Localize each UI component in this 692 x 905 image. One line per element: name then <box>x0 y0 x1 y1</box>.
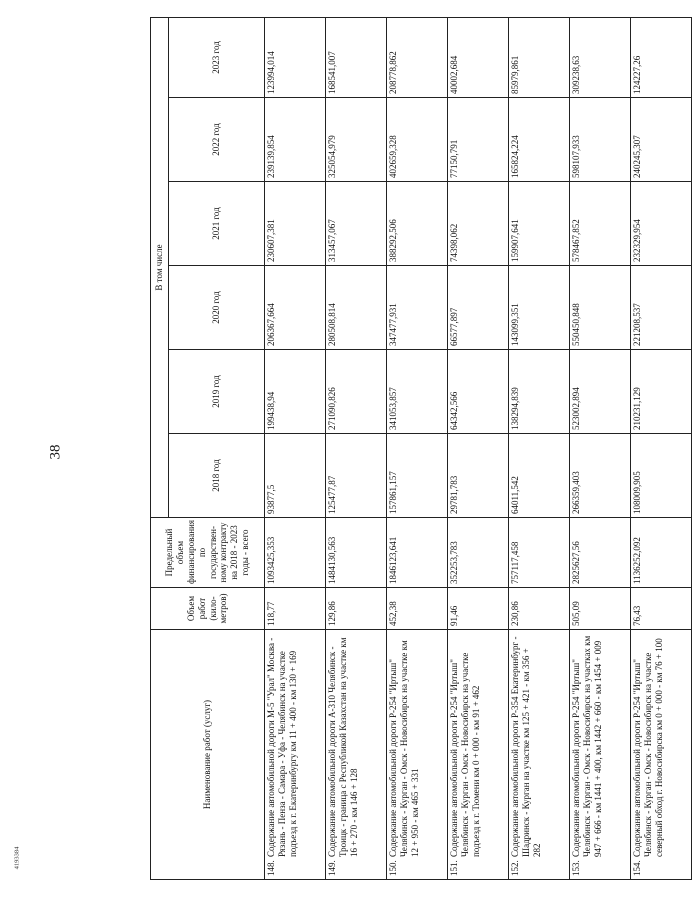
row-y2023: 208778,862 <box>387 17 448 97</box>
row-volume: 505,09 <box>570 588 631 630</box>
table-row <box>631 17 692 879</box>
row-total: 2825627,56 <box>570 518 631 588</box>
row-y2019: 138294,839 <box>509 350 570 434</box>
row-y2020: 66577,897 <box>448 266 509 350</box>
row-y2018: 157861,157 <box>387 434 448 518</box>
row-name: Содержание автомобильной дороги Р-354 Екатеринбург - Шадринск - Курган на участке км 125 + 421 - км 356 + 282 <box>510 636 542 857</box>
row-y2020: 143099,351 <box>509 266 570 350</box>
row-name-cell <box>509 630 570 880</box>
document-code: 4193384 <box>13 846 21 870</box>
row-y2019: 199438,94 <box>265 350 326 434</box>
row-y2020: 347477,931 <box>387 266 448 350</box>
row-y2023: 123994,014 <box>265 17 326 97</box>
row-y2022: 402659,328 <box>387 98 448 182</box>
row-volume: 129,86 <box>326 588 387 630</box>
row-name-cell <box>631 630 692 880</box>
header-year-2021: 2021 год <box>169 182 265 266</box>
financing-table <box>150 17 692 880</box>
row-y2018: 29781,783 <box>448 434 509 518</box>
row-y2021: 388292,506 <box>387 182 448 266</box>
row-name: Содержание автомобильной дороги Р-254 "Иртыш" Челябинск - Курган - Омск - Новосибирск на участке км 12 + 950 - км 465 + 331 <box>388 640 420 857</box>
row-y2018: 266359,403 <box>570 434 631 518</box>
row-name-cell <box>265 630 326 880</box>
header-including: В том числе <box>151 17 169 517</box>
header-year-2023: 2023 год <box>169 17 265 97</box>
row-y2023: 124227,26 <box>631 17 692 97</box>
row-name: Содержание автомобильной дороги Р-254 "Иртыш" Челябинск - Курган - Омск - Новосибирск на участках км 947 + 666 - км 1441 + 400, км 1442 + 660 - км 1454 + 009 <box>571 635 603 857</box>
row-volume: 91,46 <box>448 588 509 630</box>
header-volume: Объем работ (кило-метров) <box>151 588 265 630</box>
row-name: Содержание автомобильной дороги А-310 Челябинск - Троицк - граница с Республикой Казахстан на участке км 16 + 270 - км 146 + 128 <box>327 637 359 857</box>
row-y2018: 125477,87 <box>326 434 387 518</box>
row-y2021: 74398,062 <box>448 182 509 266</box>
header-name: Наименование работ (услуг) <box>151 630 265 880</box>
row-total: 757117,458 <box>509 518 570 588</box>
row-y2023: 85979,861 <box>509 17 570 97</box>
row-y2019: 210231,129 <box>631 350 692 434</box>
row-number: 152. <box>510 860 520 876</box>
row-total: 1846123,641 <box>387 518 448 588</box>
row-y2018: 108009,905 <box>631 434 692 518</box>
table-row <box>265 17 326 879</box>
page-number: 38 <box>47 444 64 460</box>
row-y2018: 64011,542 <box>509 434 570 518</box>
header-year-2022: 2022 год <box>169 98 265 182</box>
row-number: 153. <box>571 860 581 876</box>
row-total: 1136252,092 <box>631 518 692 588</box>
row-number: 148. <box>266 860 276 876</box>
row-total: 1093425,353 <box>265 518 326 588</box>
table-row <box>448 17 509 879</box>
row-y2020: 206367,664 <box>265 266 326 350</box>
row-y2022: 240245,307 <box>631 98 692 182</box>
row-y2022: 77150,791 <box>448 98 509 182</box>
row-name-cell <box>448 630 509 880</box>
row-y2023: 309238,63 <box>570 17 631 97</box>
table-row <box>387 17 448 879</box>
row-y2019: 341053,857 <box>387 350 448 434</box>
row-total: 352253,783 <box>448 518 509 588</box>
row-name: Содержание автомобильной дороги Р-254 "Иртыш" Челябинск - Курган - Омск - Новосибирск на участке северный обход г. Новосибирска км 0 + 000 - км 76 + 100 <box>632 638 664 857</box>
row-y2021: 578467,852 <box>570 182 631 266</box>
row-y2021: 159907,641 <box>509 182 570 266</box>
row-volume: 118,77 <box>265 588 326 630</box>
row-y2022: 598107,933 <box>570 98 631 182</box>
row-y2023: 168541,007 <box>326 17 387 97</box>
header-limit: Предельный объем финансирования по государствен-ному контракту на 2018 - 2023 годы - всего <box>151 518 265 588</box>
row-y2021: 313457,067 <box>326 182 387 266</box>
table-row <box>326 17 387 879</box>
row-y2023: 40002,684 <box>448 17 509 97</box>
row-y2018: 93877,5 <box>265 434 326 518</box>
row-y2019: 64342,566 <box>448 350 509 434</box>
row-y2022: 325054,979 <box>326 98 387 182</box>
row-y2019: 271090,826 <box>326 350 387 434</box>
row-y2019: 523002,894 <box>570 350 631 434</box>
row-name-cell <box>387 630 448 880</box>
row-y2021: 232329,954 <box>631 182 692 266</box>
row-volume: 452,38 <box>387 588 448 630</box>
row-volume: 76,43 <box>631 588 692 630</box>
table-row <box>570 17 631 879</box>
row-number: 151. <box>449 860 459 876</box>
header-year-2018: 2018 год <box>169 434 265 518</box>
row-number: 154. <box>632 860 642 876</box>
row-y2021: 230607,381 <box>265 182 326 266</box>
table-row <box>509 17 570 879</box>
header-year-2020: 2020 год <box>169 266 265 350</box>
row-number: 149. <box>327 860 337 876</box>
row-number: 150. <box>388 860 398 876</box>
row-name-cell <box>326 630 387 880</box>
row-y2020: 280508,814 <box>326 266 387 350</box>
rotated-table-wrapper <box>150 18 664 880</box>
row-y2020: 221208,537 <box>631 266 692 350</box>
row-name: Содержание автомобильной дороги М-5 "Урал" Москва - Рязань - Пенза - Самара - Уфа - Челябинск на участке подъезд к г. Екатеринбургу км 11 + 400 - км 130 + 169 <box>266 637 298 857</box>
row-total: 1484130,563 <box>326 518 387 588</box>
row-name: Содержание автомобильной дороги Р-254 "Иртыш" Челябинск - Курган - Омск - Новосибирск на участке подъезд к г. Тюмени км 0 + 000 - км 91 + 462 <box>449 652 481 857</box>
row-y2022: 239139,854 <box>265 98 326 182</box>
row-y2022: 165824,224 <box>509 98 570 182</box>
row-y2020: 550450,848 <box>570 266 631 350</box>
row-volume: 230,86 <box>509 588 570 630</box>
table-container <box>150 18 664 880</box>
row-name-cell <box>570 630 631 880</box>
header-year-2019: 2019 год <box>169 350 265 434</box>
